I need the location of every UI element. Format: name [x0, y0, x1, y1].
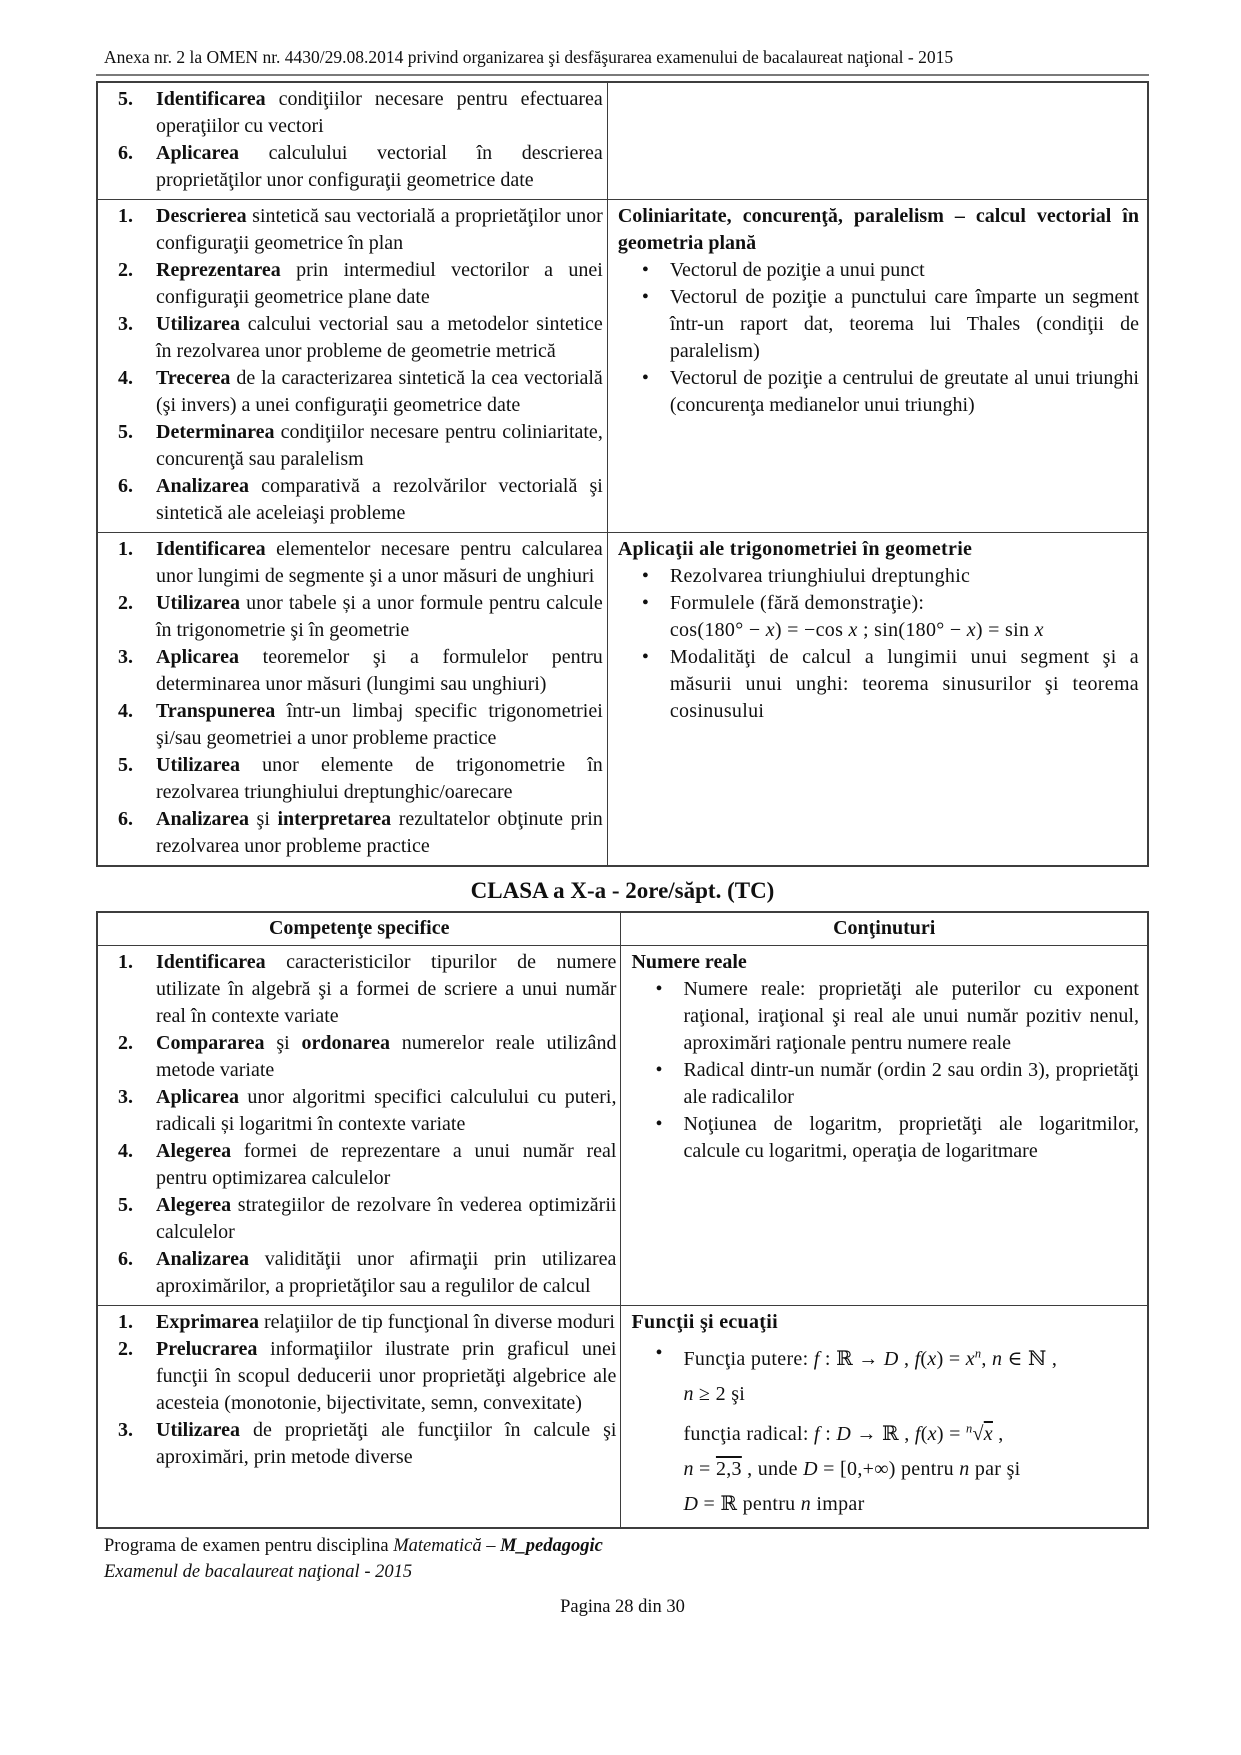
bullet-text: Vectorul de poziţie a unui punct — [669, 259, 925, 281]
continuturi-cell-empty — [608, 83, 1147, 199]
competente-cell — [98, 1306, 621, 1527]
item-number: 6. — [118, 1248, 133, 1270]
item-text: Descrierea sintetică sau vectorială a proprietăţilor unor configuraţii geometrice în plan — [156, 205, 603, 254]
list-item — [98, 140, 603, 194]
content-title: Funcţii şi ecuaţii — [631, 1311, 778, 1333]
bullet-text: Numere reale: proprietăţi ale puterilor cu exponent raţional, iraţional şi real ale unui număr pozitiv nenul, aproximări raţionale pentru numere reale — [683, 978, 1139, 1054]
bullet-icon: • — [641, 565, 650, 587]
continuturi-cell — [608, 533, 1147, 865]
item-text: Utilizarea de proprietăţi ale funcţiilor în calcule şi aproximări, prin metode diverse — [156, 1419, 617, 1468]
exam-table-class9 — [96, 81, 1149, 867]
footer-program-line: Programa de examen pentru disciplina Matematică – M_pedagogic — [104, 1536, 603, 1557]
list-item — [98, 949, 616, 1030]
item-text: Analizarea comparativă a rezolvărilor vectorială şi sintetică ale aceleiaşi probleme — [156, 475, 603, 524]
content-title: Numere reale — [631, 951, 747, 973]
bullet-list — [618, 257, 1139, 419]
bullet-item — [618, 644, 1139, 725]
list-item — [98, 1084, 616, 1138]
list-item — [98, 806, 603, 860]
continuturi-cell — [608, 200, 1147, 532]
item-number: 4. — [118, 367, 133, 389]
list-item — [98, 1192, 616, 1246]
list-item — [98, 1030, 616, 1084]
bullet-item — [618, 365, 1139, 419]
bullet-item — [618, 563, 1139, 590]
list-item — [98, 536, 603, 590]
item-number: 6. — [118, 808, 133, 830]
list-item — [98, 311, 603, 365]
bullet-text: Rezolvarea triunghiului dreptunghic — [669, 565, 971, 587]
item-number: 5. — [118, 421, 133, 443]
list-item — [98, 698, 603, 752]
table-row — [98, 199, 1147, 532]
item-text: Determinarea condiţiilor necesare pentru coliniaritate, concurenţă sau paralelism — [156, 421, 603, 470]
list-item — [98, 86, 603, 140]
list-item — [98, 590, 603, 644]
item-text: Prelucrarea informaţiilor ilustrate prin graficul unei funcţii în scopul deducerii unor proprietăţi algebrice ale acesteia (monotonie, bijectivitate, semn, convexitate) — [156, 1338, 617, 1414]
competente-cell — [98, 946, 621, 1305]
table-row — [98, 83, 1147, 199]
list-item — [98, 1417, 616, 1471]
content-title: Coliniaritate, concurenţă, paralelism – calcul vectorial în geometria plană — [617, 205, 1139, 254]
item-text: Compararea şi ordonarea numerelor reale utilizând metode variate — [156, 1032, 617, 1081]
item-number: 5. — [118, 754, 133, 776]
bullet-icon: • — [641, 367, 649, 389]
item-number: 1. — [118, 951, 133, 973]
page-footer — [96, 1533, 1149, 1585]
competente-cell — [98, 200, 608, 532]
footer-exam-line: Examenul de bacalaureat naţional - 2015 — [104, 1562, 413, 1583]
item-text: Aplicarea calculului vectorial în descrierea proprietăţilor unor configuraţii geometrice date — [156, 142, 603, 191]
item-text: Trecerea de la caracterizarea sintetică la cea vectorială (şi invers) a unei configuraţii geometrice date — [156, 367, 603, 416]
item-number: 3. — [118, 1419, 133, 1441]
bullet-list — [631, 1336, 1139, 1522]
item-text: Transpunerea într-un limbaj specific trigonometriei şi/sau geometriei a unor probleme practice — [156, 700, 603, 749]
list-item — [98, 473, 603, 527]
exam-table-class10 — [96, 911, 1149, 1529]
bullet-text: Radical dintr-un număr (ordin 2 sau ordin 3), proprietăţi ale radicalilor — [683, 1059, 1139, 1108]
bullet-item — [631, 1336, 1139, 1522]
header-competente: Competenţe specifice — [98, 913, 621, 945]
item-text: Identificarea condiţiilor necesare pentru efectuarea operaţiilor cu vectori — [156, 88, 603, 137]
item-number: 3. — [118, 313, 133, 335]
item-text: Utilizarea unor tabele și a unor formule pentru calcule în trigonometrie şi în geometrie — [156, 592, 603, 641]
bullet-icon: • — [641, 592, 650, 614]
item-number: 4. — [118, 700, 133, 722]
page-number: Pagina 28 din 30 — [560, 1597, 685, 1618]
bullet-item — [631, 976, 1139, 1057]
table-header-row — [98, 913, 1147, 946]
list-item — [98, 1138, 616, 1192]
bullet-item — [618, 284, 1139, 365]
list-item — [98, 644, 603, 698]
item-text: Analizarea validităţii unor afirmaţii prin utilizarea aproximărilor, a proprietăţilor sau a regulilor de calcul — [156, 1248, 617, 1297]
item-text: Analizarea şi interpretarea rezultatelor obţinute prin rezolvarea unor probleme practice — [156, 808, 603, 857]
list-item — [98, 1336, 616, 1417]
item-text: Utilizarea unor elemente de trigonometrie în rezolvarea triunghiului dreptunghic/oarecare — [156, 754, 603, 803]
bullet-text: Funcţia putere: f : ℝ → D , $f(x) = x^n$, n ∈ ℕ , n ≥ 2 şi funcţia radical: f : D → ℝ , f(x) = $^n$√x , n = 2,3 , unde D = [0,+∞) pentru n par şi D = ℝ pentru n impar — [683, 1346, 1058, 1516]
item-text: Identificarea elementelor necesare pentru calcularea unor lungimi de segmente şi a unor măsuri de unghiuri — [156, 538, 603, 587]
bullet-icon: • — [655, 1342, 663, 1364]
list-item — [98, 203, 603, 257]
bullet-item — [631, 1111, 1139, 1165]
item-text: Identificarea caracteristicilor tipurilor de numere utilizate în algebră şi a formei de scriere a unui număr real în contexte variate — [156, 951, 617, 1027]
item-number: 5. — [118, 1194, 133, 1216]
continuturi-cell — [621, 946, 1147, 1305]
bullet-item — [618, 590, 1139, 644]
item-number: 3. — [118, 1086, 133, 1108]
item-number: 2. — [118, 592, 133, 614]
item-text: Aplicarea unor algoritmi specifici calculului cu puteri, radicali și logaritmi în contexte variate — [156, 1086, 617, 1135]
item-number: 5. — [118, 88, 133, 110]
table-row — [98, 1305, 1147, 1527]
item-number: 3. — [118, 646, 133, 668]
class-section-title: CLASA a X-a - 2ore/săpt. (TC) — [470, 878, 775, 903]
item-text: Exprimarea relaţiilor de tip funcţional în diverse moduri — [156, 1311, 615, 1333]
list-item — [98, 419, 603, 473]
page-header: Anexa nr. 2 la OMEN nr. 4430/29.08.2014 privind organizarea şi desfăşurarea examenului de bacalaureat naţional - 2015 — [96, 46, 1149, 76]
table-row — [98, 532, 1147, 865]
list-item — [98, 257, 603, 311]
list-item — [98, 365, 603, 419]
bullet-icon: • — [655, 1059, 663, 1081]
item-number: 1. — [118, 1311, 133, 1333]
header-continuturi: Conţinuturi — [833, 917, 936, 939]
item-text: Aplicarea teoremelor şi a formulelor pentru determinarea unor măsuri (lungimi sau unghiuri) — [156, 646, 603, 695]
bullet-text: Formulele (fără demonstraţie): cos(180° − x) = −cos x ; sin(180° − x) = sin x — [669, 592, 1044, 641]
competente-cell — [98, 83, 608, 199]
item-number: 1. — [118, 205, 133, 227]
item-text: Utilizarea calcului vectorial sau a metodelor sintetice în rezolvarea unor probleme de geometrie metrică — [156, 313, 603, 362]
bullet-item — [631, 1057, 1139, 1111]
continuturi-cell — [621, 1306, 1147, 1527]
bullet-icon: • — [641, 286, 649, 308]
list-item — [98, 1246, 616, 1300]
bullet-icon: • — [641, 646, 650, 668]
item-number: 2. — [118, 1032, 133, 1054]
bullet-text: Vectorul de poziţie a centrului de greutate al unui triunghi (concurenţa medianelor unui triunghi) — [669, 367, 1139, 416]
item-number: 6. — [118, 475, 133, 497]
content-title: Aplicaţii ale trigonometriei în geometrie — [617, 538, 973, 560]
list-item — [98, 752, 603, 806]
list-item — [98, 1309, 616, 1336]
item-text: Alegerea strategiilor de rezolvare în vederea optimizării calculelor — [156, 1194, 617, 1243]
item-number: 6. — [118, 142, 133, 164]
bullet-text: Noţiunea de logaritm, proprietăţi ale logaritmilor, calcule cu logaritmi, operaţia de logaritmare — [683, 1113, 1139, 1162]
bullet-list — [631, 976, 1139, 1165]
item-text: Alegerea formei de reprezentare a unui număr real pentru optimizarea calculelor — [156, 1140, 617, 1189]
item-number: 2. — [118, 1338, 133, 1360]
item-number: 1. — [118, 538, 133, 560]
competente-cell — [98, 533, 608, 865]
bullet-icon: • — [655, 978, 663, 1000]
bullet-item — [618, 257, 1139, 284]
bullet-icon: • — [641, 259, 649, 281]
item-number: 4. — [118, 1140, 133, 1162]
table-row — [98, 946, 1147, 1305]
item-number: 2. — [118, 259, 133, 281]
bullet-icon: • — [655, 1113, 663, 1135]
bullet-text: Vectorul de poziţie a punctului care împarte un segment într-un raport dat, teorema lui Thales (condiţii de paralelism) — [669, 286, 1139, 362]
bullet-text: Modalităţi de calcul a lungimii unui segment şi a măsurii unui unghi: teorema sinusurilor şi teorema cosinusului — [669, 646, 1139, 722]
bullet-list — [618, 563, 1139, 725]
item-text: Reprezentarea prin intermediul vectorilor a unei configuraţii geometrice plane date — [156, 259, 603, 308]
